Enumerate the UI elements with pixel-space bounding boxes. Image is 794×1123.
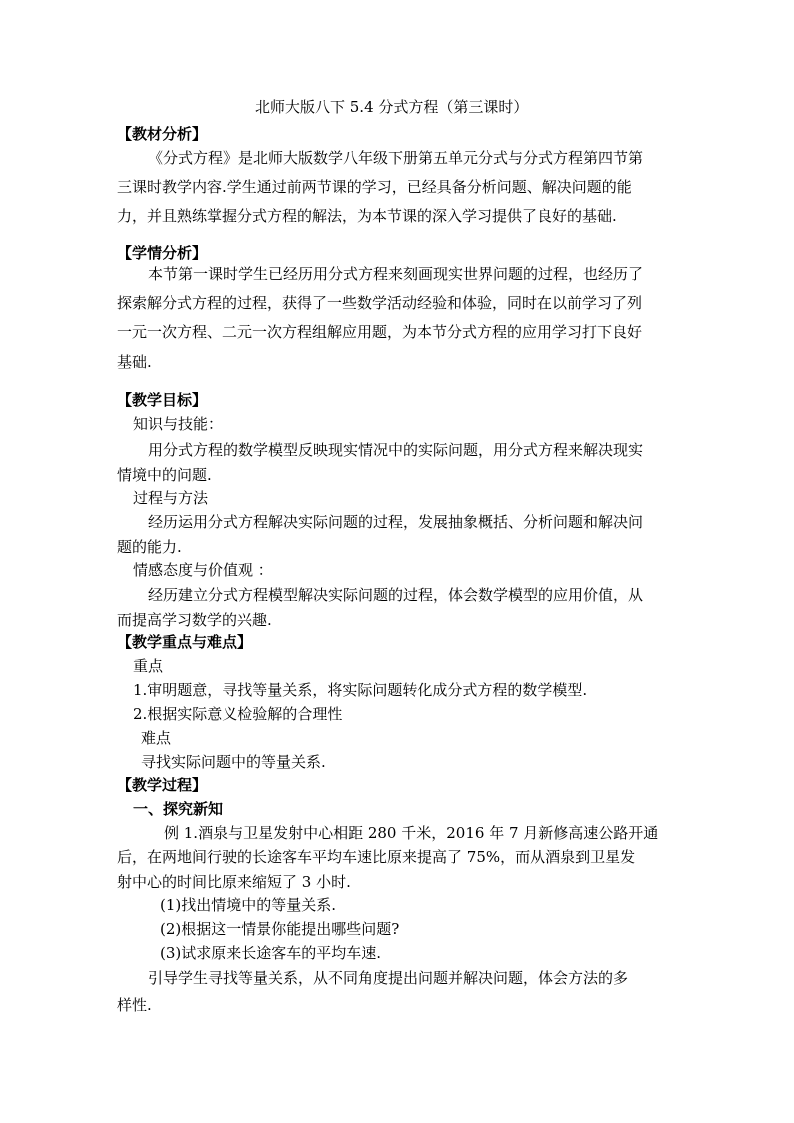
heading-teaching-process: 【教学过程】: [117, 776, 208, 794]
example-line: 后，在两地间行驶的长途客车平均车速比原来提高了 75%，而从酒泉到卫星发: [117, 848, 636, 866]
heading-teaching-goals: 【教学目标】: [117, 391, 208, 409]
question-item: (1)找出情境中的等量关系.: [160, 896, 337, 914]
example-line: 射中心的时间比原来缩短了 3 小时.: [117, 873, 351, 891]
paragraph-line: 而提高学习数学的兴趣.: [117, 611, 272, 629]
paragraph-line: 三课时教学内容.学生通过前两节课的学习，已经具备分析问题、解决问题的能: [117, 178, 632, 196]
heading-key-difficult-points: 【教学重点与难点】: [117, 633, 253, 651]
label-process-methods: 过程与方法: [133, 489, 209, 507]
paragraph-line: 《分式方程》是北师大版数学八年级下册第五单元分式与分式方程第四节第: [148, 149, 644, 167]
paragraph-line: 题的能力.: [117, 538, 182, 556]
difficult-point-text: 寻找实际问题中的等量关系.: [141, 753, 326, 771]
label-knowledge-skills: 知识与技能：: [133, 415, 224, 433]
heading-textbook-analysis: 【教材分析】: [117, 125, 208, 143]
list-item: 1.审明题意，寻找等量关系，将实际问题转化成分式方程的数学模型.: [133, 681, 588, 699]
label-attitude-values: 情感态度与价值观 ：: [133, 561, 273, 579]
label-key-points: 重点: [133, 657, 164, 675]
paragraph-line: 经历运用分式方程解决实际问题的过程，发展抽象概括、分析问题和解决问: [148, 513, 644, 531]
question-item: (3)试求原来长途客车的平均车速.: [160, 944, 382, 962]
question-item: (2)根据这一情景你能提出哪些问题?: [160, 920, 400, 938]
paragraph-line: 一元一次方程、二元一次方程组解应用题，为本节分式方程的应用学习打下良好: [117, 323, 643, 341]
document-title: 北师大版八下 5.4 分式方程（第三课时）: [255, 98, 529, 116]
paragraph-line: 基础.: [117, 353, 152, 371]
label-difficult-points: 难点: [141, 729, 172, 747]
paragraph-line: 经历建立分式方程模型解决实际问题的过程，体会数学模型的应用价值，从: [148, 586, 644, 604]
paragraph-line: 用分式方程的数学模型反映现实情况中的实际问题，用分式方程来解决现实: [148, 441, 644, 459]
list-item: 2.根据实际意义检验解的合理性: [133, 705, 343, 723]
paragraph-line: 力，并且熟练掌握分式方程的解法，为本节课的深入学习提供了良好的基础.: [117, 207, 617, 225]
sub-heading-explore: 一、探究新知: [133, 800, 224, 818]
paragraph-line: 样性.: [117, 996, 152, 1014]
paragraph-line: 探索解分式方程的过程，获得了一些数学活动经验和体验，同时在以前学习了列: [117, 294, 643, 312]
paragraph-line: 引导学生寻找等量关系，从不同角度提出问题并解决问题，体会方法的多: [148, 969, 629, 987]
paragraph-line: 本节第一课时学生已经历用分式方程来刻画现实世界问题的过程，也经历了: [148, 265, 644, 283]
heading-student-analysis: 【学情分析】: [117, 244, 208, 262]
paragraph-line: 情境中的问题.: [117, 466, 212, 484]
example-line: 例 1.酒泉与卫星发射中心相距 280 千米，2016 年 7 月新修高速公路开通: [164, 824, 659, 842]
